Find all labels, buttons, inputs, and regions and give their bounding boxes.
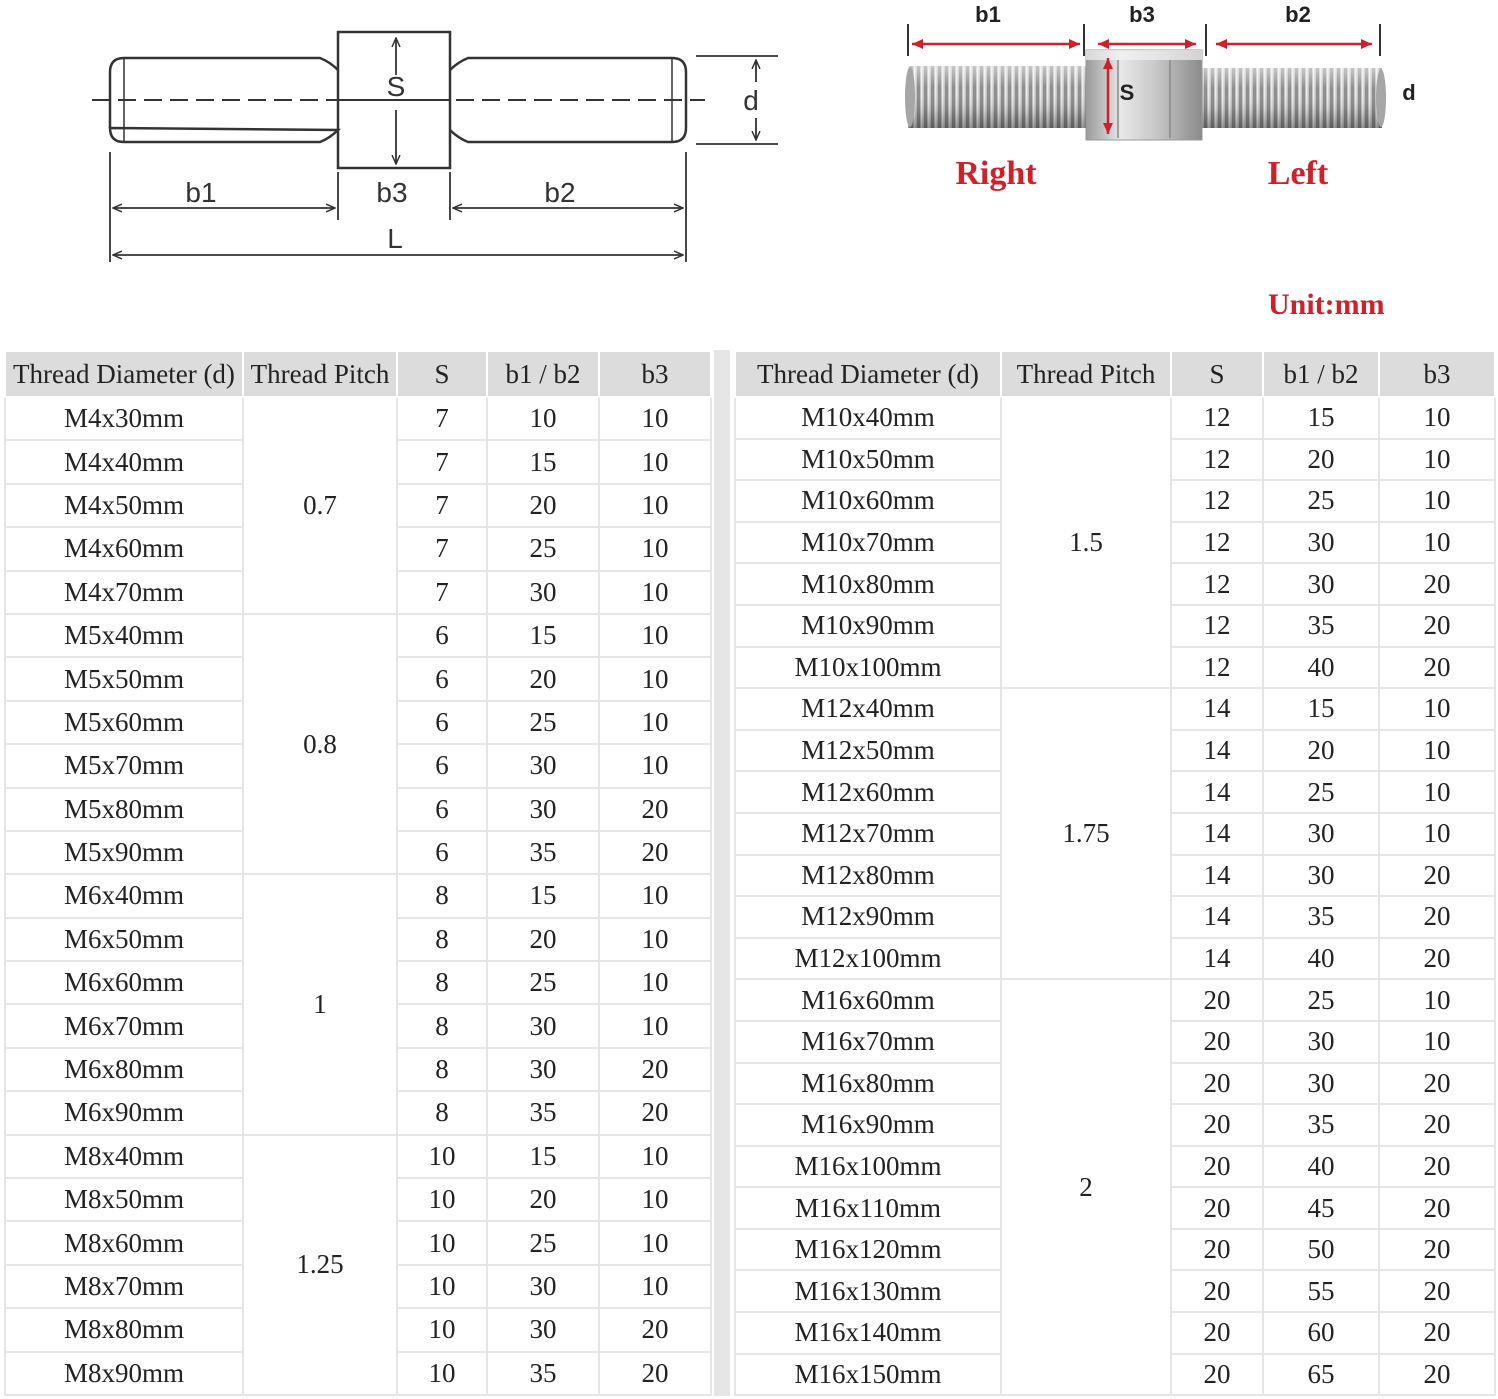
hex-nut [1086, 50, 1202, 140]
cell-thread-size: M8x40mm [5, 1135, 243, 1178]
cell-thread-size: M16x140mm [735, 1312, 1001, 1354]
header-b1-b2: b1 / b2 [1263, 351, 1379, 397]
label-right: Right [955, 155, 1037, 192]
label-b2: b2 [544, 177, 576, 208]
header-b3: b3 [599, 351, 711, 397]
cell-b1-b2: 30 [1263, 1021, 1379, 1063]
cell-b3: 20 [599, 788, 711, 831]
cell-thread-size: M10x50mm [735, 439, 1001, 481]
cell-thread-pitch: 1.5 [1001, 397, 1171, 688]
cell-s: 10 [397, 1135, 487, 1178]
cell-s: 20 [1171, 1063, 1263, 1105]
cell-s: 14 [1171, 730, 1263, 772]
cell-s: 20 [1171, 1187, 1263, 1229]
cell-b3: 20 [1379, 1146, 1495, 1188]
cell-b3: 20 [599, 831, 711, 874]
cell-s: 10 [397, 1221, 487, 1264]
cell-b1-b2: 25 [487, 701, 599, 744]
table-row [5, 397, 711, 440]
cell-b3: 20 [1379, 605, 1495, 647]
cell-thread-size: M4x70mm [5, 571, 243, 614]
dimension-lines [110, 38, 778, 262]
cell-thread-size: M5x90mm [5, 831, 243, 874]
cell-s: 10 [397, 1178, 487, 1221]
cell-thread-size: M16x110mm [735, 1187, 1001, 1229]
cell-b1-b2: 60 [1263, 1312, 1379, 1354]
cell-thread-size: M5x60mm [5, 701, 243, 744]
cell-b1-b2: 25 [487, 961, 599, 1004]
cell-thread-size: M8x70mm [5, 1265, 243, 1308]
label-s: S [386, 71, 406, 102]
cell-b3: 20 [1379, 647, 1495, 689]
cell-thread-size: M5x50mm [5, 657, 243, 700]
photo-label-b2: b2 [1285, 2, 1311, 27]
cell-b3: 10 [1379, 480, 1495, 522]
header-s: S [1171, 351, 1263, 397]
cell-b1-b2: 35 [1263, 605, 1379, 647]
spec-table-left [4, 350, 712, 1396]
cell-b1-b2: 20 [487, 918, 599, 961]
cell-s: 7 [397, 571, 487, 614]
cell-thread-pitch: 0.7 [243, 397, 397, 614]
cell-b1-b2: 10 [487, 397, 599, 440]
cell-b3: 10 [1379, 813, 1495, 855]
cell-thread-size: M5x80mm [5, 788, 243, 831]
cell-b3: 20 [1379, 1312, 1495, 1354]
cell-s: 8 [397, 874, 487, 917]
cell-s: 10 [397, 1352, 487, 1395]
cell-b1-b2: 25 [1263, 771, 1379, 813]
cell-b1-b2: 25 [487, 1221, 599, 1264]
cell-s: 8 [397, 1048, 487, 1091]
cell-b1-b2: 30 [487, 1048, 599, 1091]
label-d: d [743, 85, 759, 116]
cell-b3: 10 [599, 657, 711, 700]
cell-thread-size: M5x40mm [5, 614, 243, 657]
cell-b3: 10 [1379, 979, 1495, 1021]
cell-b1-b2: 55 [1263, 1270, 1379, 1312]
table-header-row [735, 351, 1495, 397]
cell-thread-size: M12x90mm [735, 896, 1001, 938]
cell-s: 12 [1171, 480, 1263, 522]
cell-b1-b2: 40 [1263, 1146, 1379, 1188]
cell-s: 14 [1171, 688, 1263, 730]
cell-b3: 20 [1379, 855, 1495, 897]
cell-s: 20 [1171, 1146, 1263, 1188]
cell-b1-b2: 30 [487, 744, 599, 787]
cell-thread-size: M10x70mm [735, 522, 1001, 564]
cell-b1-b2: 20 [487, 1178, 599, 1221]
cell-b3: 20 [599, 1048, 711, 1091]
label-left: Left [1267, 155, 1329, 192]
cell-b1-b2: 45 [1263, 1187, 1379, 1229]
cell-b3: 20 [1379, 1104, 1495, 1146]
cell-b1-b2: 25 [1263, 979, 1379, 1021]
cell-thread-size: M12x70mm [735, 813, 1001, 855]
cell-thread-size: M12x80mm [735, 855, 1001, 897]
cell-s: 14 [1171, 938, 1263, 980]
cell-b1-b2: 20 [1263, 439, 1379, 481]
cell-b3: 10 [599, 397, 711, 440]
cell-b3: 20 [1379, 938, 1495, 980]
cell-b1-b2: 35 [487, 1352, 599, 1395]
cell-s: 6 [397, 701, 487, 744]
cell-b1-b2: 30 [1263, 813, 1379, 855]
cell-b1-b2: 30 [487, 1004, 599, 1047]
cell-b1-b2: 35 [1263, 1104, 1379, 1146]
table-row [5, 1135, 711, 1178]
cell-s: 10 [397, 1308, 487, 1351]
cell-s: 14 [1171, 771, 1263, 813]
header-s: S [397, 351, 487, 397]
cell-s: 8 [397, 1091, 487, 1134]
cell-thread-pitch: 1.25 [243, 1135, 397, 1395]
cell-s: 20 [1171, 979, 1263, 1021]
cell-b1-b2: 15 [487, 614, 599, 657]
cell-thread-size: M12x50mm [735, 730, 1001, 772]
cell-b3: 10 [599, 961, 711, 1004]
cell-b1-b2: 30 [1263, 855, 1379, 897]
cell-b1-b2: 30 [1263, 563, 1379, 605]
cell-b1-b2: 20 [487, 484, 599, 527]
cell-b3: 10 [1379, 397, 1495, 439]
cell-s: 8 [397, 961, 487, 1004]
header-b3: b3 [1379, 351, 1495, 397]
cell-b3: 20 [599, 1352, 711, 1395]
cell-b3: 20 [599, 1308, 711, 1351]
cell-s: 14 [1171, 896, 1263, 938]
cell-b1-b2: 20 [487, 657, 599, 700]
cell-b3: 10 [599, 484, 711, 527]
table-header-row [5, 351, 711, 397]
cell-thread-size: M6x50mm [5, 918, 243, 961]
header-thread-diameter: Thread Diameter (d) [735, 351, 1001, 397]
cell-s: 7 [397, 397, 487, 440]
cell-thread-size: M6x60mm [5, 961, 243, 1004]
cell-b3: 20 [1379, 563, 1495, 605]
cell-s: 6 [397, 657, 487, 700]
cell-b3: 10 [1379, 688, 1495, 730]
cell-b3: 10 [599, 1265, 711, 1308]
cell-b3: 10 [599, 527, 711, 570]
table-row [735, 979, 1495, 1021]
cell-s: 12 [1171, 563, 1263, 605]
cell-s: 10 [397, 1265, 487, 1308]
cell-thread-size: M12x40mm [735, 688, 1001, 730]
cell-b3: 10 [1379, 522, 1495, 564]
cell-thread-size: M16x150mm [735, 1354, 1001, 1396]
cell-b3: 10 [599, 1004, 711, 1047]
header-b1-b2: b1 / b2 [487, 351, 599, 397]
cell-s: 6 [397, 831, 487, 874]
cell-b3: 10 [1379, 771, 1495, 813]
photo-label-d: d [1402, 80, 1416, 105]
cell-b3: 10 [599, 1178, 711, 1221]
cell-b3: 10 [599, 744, 711, 787]
cell-b3: 10 [1379, 439, 1495, 481]
table-row [5, 614, 711, 657]
cell-b3: 10 [599, 1135, 711, 1178]
cell-b3: 20 [1379, 1229, 1495, 1271]
cell-thread-pitch: 2 [1001, 979, 1171, 1395]
cell-thread-size: M10x80mm [735, 563, 1001, 605]
cell-thread-size: M16x120mm [735, 1229, 1001, 1271]
cell-s: 7 [397, 527, 487, 570]
cell-b1-b2: 35 [487, 1091, 599, 1134]
cell-s: 20 [1171, 1229, 1263, 1271]
cell-s: 12 [1171, 522, 1263, 564]
cell-b1-b2: 40 [1263, 647, 1379, 689]
cell-b1-b2: 30 [487, 788, 599, 831]
cell-s: 7 [397, 484, 487, 527]
cell-b3: 20 [1379, 1063, 1495, 1105]
cell-b3: 20 [1379, 1187, 1495, 1229]
cell-s: 7 [397, 440, 487, 483]
cell-s: 14 [1171, 855, 1263, 897]
cell-thread-size: M10x90mm [735, 605, 1001, 647]
photo-label-b1: b1 [975, 2, 1001, 27]
cell-b3: 10 [1379, 1021, 1495, 1063]
cell-thread-size: M6x40mm [5, 874, 243, 917]
cell-b1-b2: 35 [1263, 896, 1379, 938]
cell-b3: 20 [599, 1091, 711, 1134]
spec-table-right [734, 350, 1496, 1396]
cell-thread-size: M8x60mm [5, 1221, 243, 1264]
cell-b1-b2: 65 [1263, 1354, 1379, 1396]
cell-b1-b2: 30 [487, 1308, 599, 1351]
cell-thread-size: M5x70mm [5, 744, 243, 787]
cell-b1-b2: 20 [1263, 730, 1379, 772]
cell-thread-size: M10x60mm [735, 480, 1001, 522]
cell-thread-size: M10x40mm [735, 397, 1001, 439]
cell-s: 14 [1171, 813, 1263, 855]
cell-s: 8 [397, 918, 487, 961]
cell-thread-size: M4x50mm [5, 484, 243, 527]
cell-b3: 10 [599, 614, 711, 657]
cell-thread-size: M12x100mm [735, 938, 1001, 980]
cell-b1-b2: 40 [1263, 938, 1379, 980]
cell-thread-size: M12x60mm [735, 771, 1001, 813]
cell-b1-b2: 30 [1263, 522, 1379, 564]
cell-b3: 20 [1379, 1270, 1495, 1312]
cell-thread-size: M16x100mm [735, 1146, 1001, 1188]
cell-thread-size: M4x60mm [5, 527, 243, 570]
cell-b3: 10 [599, 1221, 711, 1264]
cell-s: 20 [1171, 1021, 1263, 1063]
cell-thread-size: M4x40mm [5, 440, 243, 483]
cell-b3: 10 [1379, 730, 1495, 772]
cell-thread-size: M10x100mm [735, 647, 1001, 689]
cell-b3: 20 [1379, 896, 1495, 938]
label-b1: b1 [185, 177, 217, 208]
photo-label-b3: b3 [1129, 2, 1155, 27]
product-photo [905, 50, 1386, 140]
cell-b3: 20 [1379, 1354, 1495, 1396]
cell-thread-size: M16x90mm [735, 1104, 1001, 1146]
cell-b1-b2: 15 [487, 1135, 599, 1178]
cell-thread-size: M16x60mm [735, 979, 1001, 1021]
cell-thread-size: M6x70mm [5, 1004, 243, 1047]
cell-thread-size: M16x80mm [735, 1063, 1001, 1105]
cell-b1-b2: 15 [487, 440, 599, 483]
cell-thread-pitch: 1.75 [1001, 688, 1171, 979]
table-divider [714, 350, 730, 1396]
header-thread-diameter: Thread Diameter (d) [5, 351, 243, 397]
cell-thread-size: M8x80mm [5, 1308, 243, 1351]
cell-s: 8 [397, 1004, 487, 1047]
cell-b1-b2: 15 [487, 874, 599, 917]
header-thread-pitch: Thread Pitch [1001, 351, 1171, 397]
cell-thread-size: M8x90mm [5, 1352, 243, 1395]
cell-b1-b2: 30 [487, 1265, 599, 1308]
cell-b3: 10 [599, 440, 711, 483]
cell-thread-pitch: 0.8 [243, 614, 397, 874]
cell-s: 20 [1171, 1312, 1263, 1354]
cell-b1-b2: 15 [1263, 397, 1379, 439]
cell-b1-b2: 30 [1263, 1063, 1379, 1105]
table-row [735, 397, 1495, 439]
cell-thread-size: M8x50mm [5, 1178, 243, 1221]
cell-thread-size: M6x90mm [5, 1091, 243, 1134]
cell-b1-b2: 25 [487, 527, 599, 570]
cell-b3: 10 [599, 918, 711, 961]
cell-b3: 10 [599, 571, 711, 614]
cell-s: 6 [397, 744, 487, 787]
cell-b1-b2: 35 [487, 831, 599, 874]
cell-b3: 10 [599, 874, 711, 917]
cell-s: 12 [1171, 439, 1263, 481]
table-row [5, 874, 711, 917]
cell-s: 12 [1171, 397, 1263, 439]
table-row [735, 688, 1495, 730]
cell-thread-pitch: 1 [243, 874, 397, 1134]
header-thread-pitch: Thread Pitch [243, 351, 397, 397]
label-L: L [387, 223, 403, 254]
cell-b1-b2: 30 [487, 571, 599, 614]
cell-thread-size: M16x130mm [735, 1270, 1001, 1312]
cell-b1-b2: 50 [1263, 1229, 1379, 1271]
unit-label: Unit:mm [1268, 288, 1385, 321]
cell-thread-size: M6x80mm [5, 1048, 243, 1091]
photo-label-s: S [1119, 80, 1135, 105]
cell-thread-size: M16x70mm [735, 1021, 1001, 1063]
cell-s: 20 [1171, 1104, 1263, 1146]
cell-thread-size: M4x30mm [5, 397, 243, 440]
cell-s: 12 [1171, 647, 1263, 689]
cell-s: 20 [1171, 1354, 1263, 1396]
cell-s: 6 [397, 614, 487, 657]
cell-s: 20 [1171, 1270, 1263, 1312]
label-b3: b3 [376, 177, 408, 208]
cell-b1-b2: 15 [1263, 688, 1379, 730]
cell-b3: 10 [599, 701, 711, 744]
cell-s: 6 [397, 788, 487, 831]
cell-s: 12 [1171, 605, 1263, 647]
cell-b1-b2: 25 [1263, 480, 1379, 522]
